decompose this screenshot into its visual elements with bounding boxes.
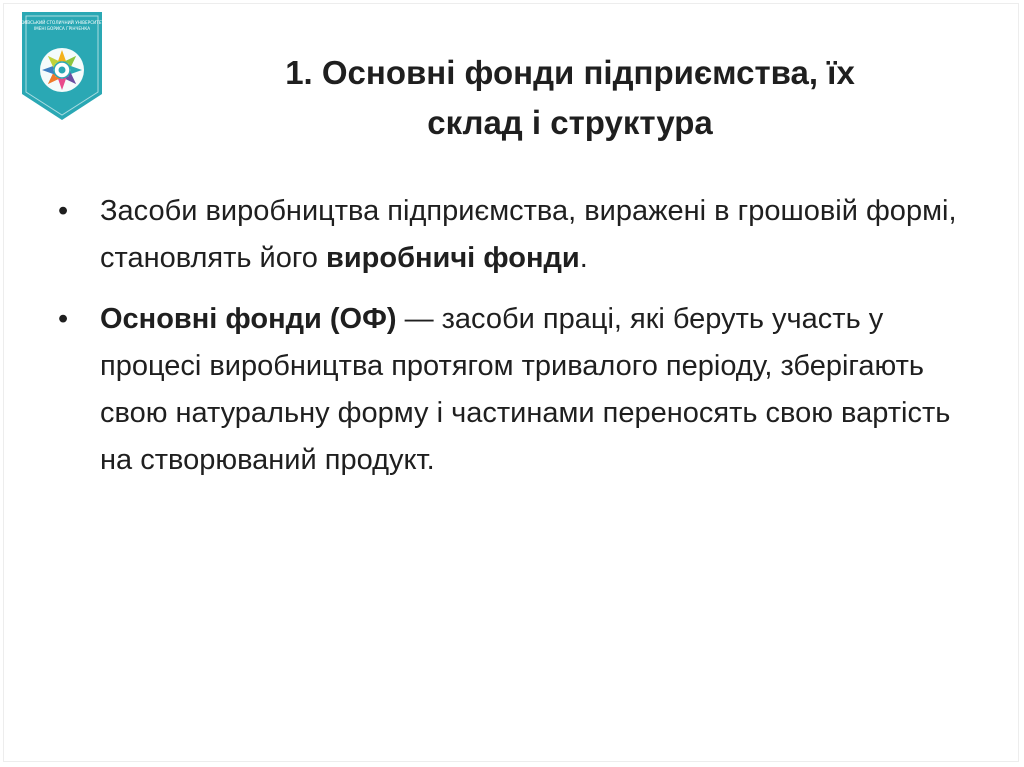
bullet-item-production-funds (58, 188, 958, 282)
bullet-text-end: . (579, 242, 588, 274)
logo-text-line2: ІМЕНІ БОРИСА ГРІНЧЕНКА (33, 26, 91, 31)
slide-title (150, 48, 990, 148)
bullet-list (58, 188, 958, 498)
title-line-1: 1. Основні фонди підприємства, їх (285, 54, 855, 91)
logo-text-line1: КИЇВСЬКИЙ СТОЛИЧНИЙ УНІВЕРСИТЕТ (20, 20, 104, 25)
bullet-marker: • (58, 195, 69, 227)
logo-emblem (40, 48, 84, 92)
bullet-item-fixed-assets (58, 296, 958, 484)
title-line-2: склад і структура (427, 104, 713, 141)
bullet-term: виробничі фонди (326, 242, 580, 274)
bullet-text: — засоби праці, які беруть участь у процесі виробництва протягом тривалого періоду, зберігають свою натуральну форму і частинами переносять свою вартість на створюваний продукт. (100, 303, 951, 476)
university-logo (20, 10, 104, 122)
bullet-text: Засоби виробництва підприємства, виражені в грошовій формі, становлять його (100, 195, 957, 274)
bullet-marker: • (58, 303, 69, 335)
university-shield-icon (20, 10, 104, 122)
bullet-term: Основні фонди (ОФ) (100, 303, 397, 335)
